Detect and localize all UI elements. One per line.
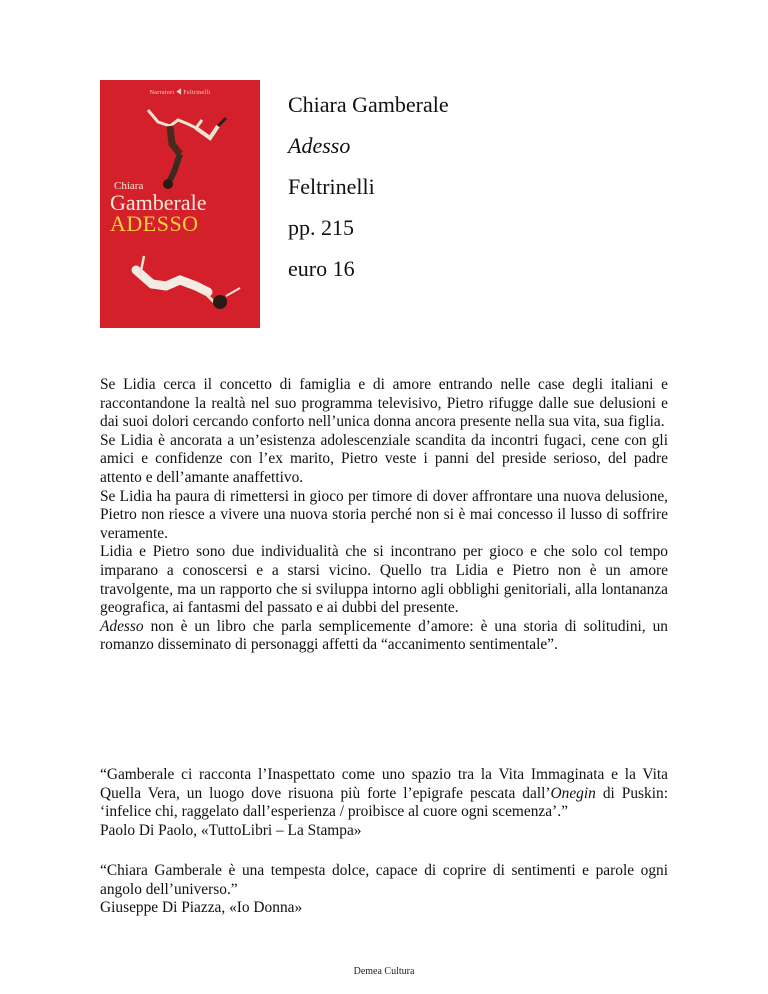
meta-pages: pp. 215 — [288, 215, 354, 240]
page-footer: Demea Cultura — [353, 966, 415, 977]
meta-author: Chiara Gamberale — [288, 92, 449, 117]
body-paragraph: Se Lidia è ancorata a un’esistenza adolescenziale scandita da incontri fugaci, cene con gli amici e confidenze con l’ex marito, Pietro veste i panni del preside serioso, del padre attento e dell’amante anaffettivo. — [100, 431, 668, 486]
quote-source: Giuseppe Di Piazza, «Io Donna» — [100, 899, 303, 917]
quote-text-a: “Gamberale ci racconta l’Inaspettato come uno spazio tra la Vita Immaginata e la Vita Quella Vera, un luogo dove risuona più forte l’epigrafe pescata dall’ — [100, 766, 668, 802]
body-paragraph-rest: non è un libro che parla semplicemente d’amore: è una storia di solitudini, un romanzo disseminato di personaggi affetti da “accanimento sentimentale”. — [100, 617, 668, 654]
press-quote-1 — [100, 766, 668, 840]
quote-text-b: di Puskin: ‘infelice chi, raggelato dall’esperienza / proibisce al cuore ogni scemenza’.” — [100, 784, 668, 821]
book-metadata — [288, 84, 449, 289]
cover-series-left: Narratori — [149, 90, 175, 96]
body-paragraph: Lidia e Pietro sono due individualità che si incontrano per gioco e che solo col tempo imparano a conoscersi e a starsi vicino. Quello tra Lidia e Pietro non è un amore travolgente, ma un rapporto che si sviluppa intorno agli obblighi genitoriali, alla lontananza geografica, ai fantasmi del passato e ai dubbi del presente. — [100, 543, 668, 617]
meta-publisher: Feltrinelli — [288, 174, 375, 199]
falling-woman-figure — [136, 256, 240, 309]
cover-series-label — [100, 88, 260, 96]
body-title-italic: Adesso — [100, 617, 144, 635]
quote-source: Paolo Di Paolo, «TuttoLibri – La Stampa» — [100, 821, 362, 839]
falling-man-figure — [148, 110, 226, 189]
cover-author-last: Gamberale — [110, 190, 207, 215]
cover-author-first: Chiara — [114, 180, 144, 192]
press-quote-2 — [100, 862, 668, 918]
body-paragraph: Se Lidia cerca il concetto di famiglia e di amore entrando nelle case degli italiani e raccontandone la realtà nel suo programma televisivo, Pietro rifugge dalle sue delusioni e dai suoi dolori cercando conforto nell’unica donna ancora presente nella sua vita, sua figlia. — [100, 376, 668, 431]
book-cover — [100, 80, 260, 328]
review-body — [100, 376, 668, 655]
body-paragraph — [100, 618, 668, 655]
cover-title: ADESSO — [110, 211, 199, 236]
feltrinelli-logo-icon — [176, 88, 181, 95]
body-paragraph: Se Lidia ha paura di rimettersi in gioco per timore di dover affrontare una nuova delusione, Pietro non riesce a vivere una nuova storia perché non si è mai concesso il lusso di soffrire veramente. — [100, 487, 668, 542]
meta-title: Adesso — [288, 133, 351, 158]
quote-text-italic: Onegin — [550, 784, 596, 802]
cover-series-right: Feltrinelli — [183, 90, 211, 96]
quote-text: “Chiara Gamberale è una tempesta dolce, capace di coprire di sentimenti e parole ogni angolo dell’universo.” — [100, 862, 668, 898]
quote-text — [100, 766, 668, 822]
meta-price: euro 16 — [288, 256, 355, 281]
